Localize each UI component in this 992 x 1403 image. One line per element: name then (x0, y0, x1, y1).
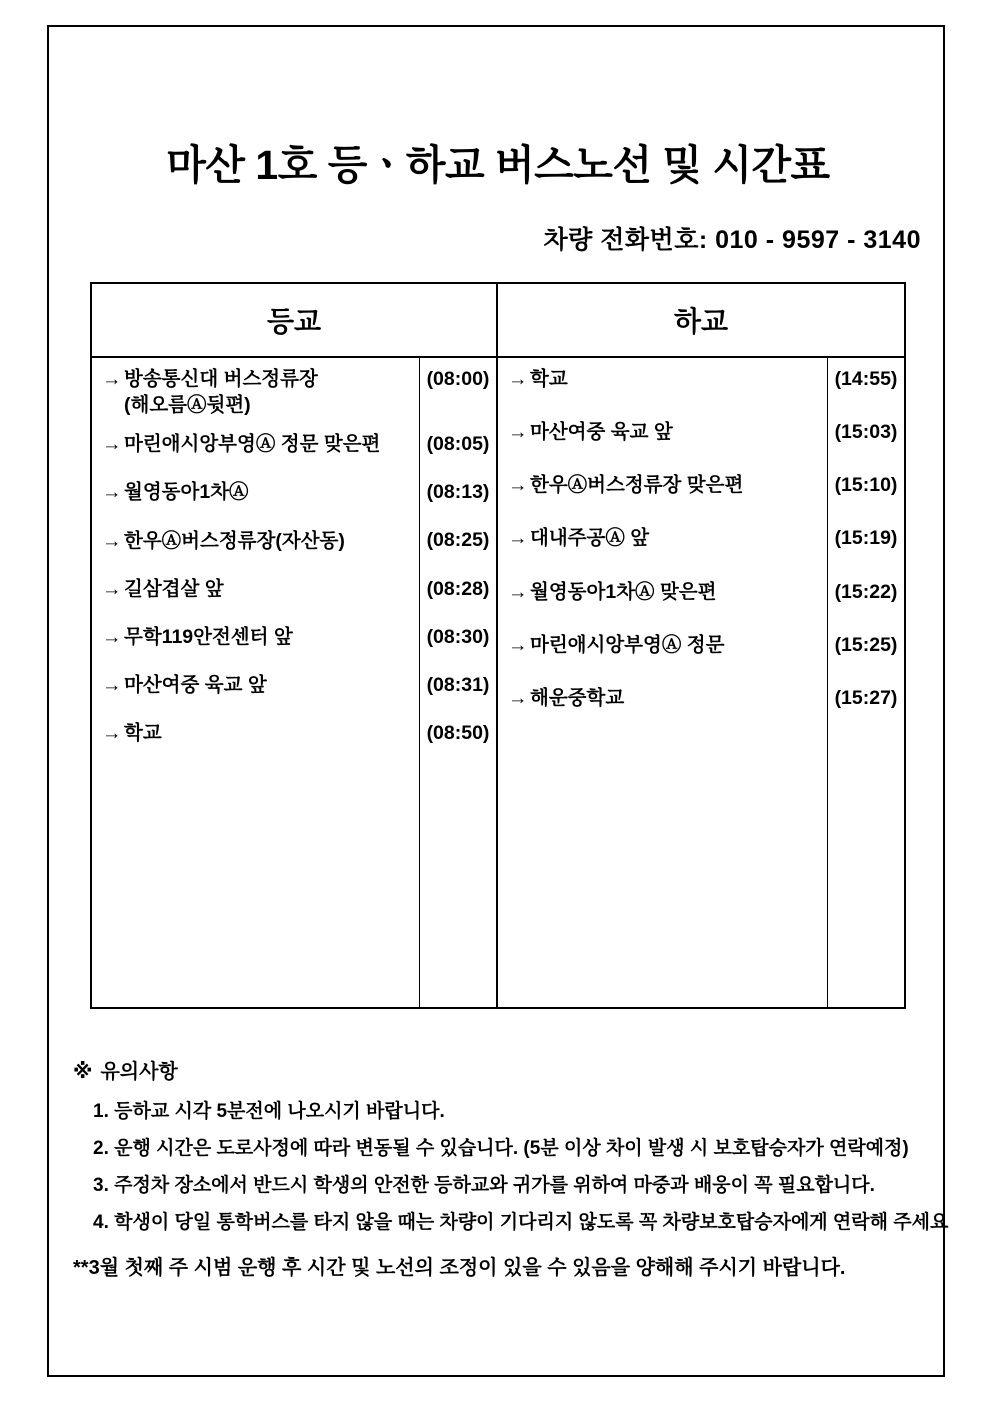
stop-name: 한우Ⓐ버스정류장 맞은편 (530, 474, 744, 497)
page-title: 마산 1호 등ㆍ하교 버스노선 및 시간표 (166, 142, 830, 188)
stop-name: 마린애시앙부영Ⓐ 정문 (530, 633, 725, 656)
bus-schedule-table (90, 282, 906, 1009)
note-item: 2. 운행 시간은 도로사정에 따라 변동될 수 있습니다. (5분 이상 차이 발생 시 보호탑승자가 연락예정) (93, 1138, 909, 1159)
table-row (92, 479, 419, 505)
arrow-icon: → (508, 686, 528, 709)
arrow-icon: → (102, 433, 122, 456)
reference-mark-icon: ※ (73, 1061, 93, 1083)
table-row (92, 528, 419, 554)
arrival-stop-names-column (498, 358, 828, 1007)
notes-heading-label: 유의사항 (100, 1061, 178, 1083)
table-row (498, 579, 827, 605)
arrow-icon: → (102, 625, 122, 648)
document-page (47, 25, 949, 1377)
stop-time: (08:00) (426, 368, 490, 390)
stop-name: 길삼겹살 앞 (124, 577, 224, 600)
table-row (92, 576, 419, 602)
note-item: 3. 주정차 장소에서 반드시 학생의 안전한 등하교와 귀가를 위하여 마중과 배웅이 꼭 필요합니다. (93, 1175, 875, 1196)
table-row (92, 366, 419, 418)
vehicle-phone-number: 차량 전화번호: 010 - 9597 - 3140 (543, 226, 921, 254)
table-header-row (92, 284, 904, 358)
stop-time: (08:13) (426, 481, 490, 504)
arrow-icon: → (102, 529, 122, 552)
arrow-icon: → (508, 580, 528, 603)
stop-time: (15:25) (834, 633, 898, 656)
table-row (498, 525, 827, 551)
arrow-icon: → (102, 577, 122, 600)
stop-time: (15:03) (834, 421, 898, 444)
stop-time: (08:25) (426, 529, 490, 552)
stop-name: 한우Ⓐ버스정류장(자산동) (124, 529, 345, 552)
arrival-times-column (828, 358, 904, 1007)
arrow-icon: → (102, 722, 122, 744)
stop-time: (08:30) (426, 625, 490, 648)
stop-name: 마산여중 육교 앞 (124, 673, 267, 696)
arrow-icon: → (508, 527, 528, 550)
note-item: 4. 학생이 당일 통학버스를 타지 않을 때는 차량이 기다리지 않도록 꼭 차량보호탑승자에게 연락해 주세요 (93, 1212, 949, 1233)
departure-stop-names-column (92, 358, 420, 1007)
arrival-section (498, 358, 904, 1007)
table-row (92, 672, 419, 698)
table-row (92, 720, 419, 746)
arrow-icon: → (102, 673, 122, 696)
stop-time: (15:22) (834, 580, 898, 603)
notes-section (67, 1055, 949, 1244)
notes-heading (67, 1055, 937, 1084)
table-row (498, 632, 827, 658)
arrow-icon: → (508, 633, 528, 656)
stop-time: (08:28) (426, 577, 490, 600)
stop-name: 방송통신대 버스정류장 (124, 368, 318, 390)
footnote-text: **3월 첫째 주 시범 운행 후 시간 및 노선의 조정이 있을 수 있음을 양해해 주시기 바랍니다. (73, 1257, 846, 1279)
stop-time: (08:50) (426, 721, 490, 744)
arrow-icon: → (508, 421, 528, 444)
departure-times-column (420, 358, 496, 1007)
stop-time: (14:55) (834, 368, 898, 390)
stop-time: (15:27) (834, 686, 898, 709)
stop-name: 마린애시앙부영Ⓐ 정문 맞은편 (124, 433, 381, 456)
column-header-departure: 등교 (92, 284, 498, 356)
arrow-icon: → (508, 368, 528, 390)
arrow-icon: → (508, 474, 528, 497)
stop-name: 월영동아1차Ⓐ (124, 481, 249, 504)
stop-name: 무학119안전센터 앞 (124, 625, 293, 648)
table-row (498, 685, 827, 711)
stop-name: 마산여중 육교 앞 (530, 421, 673, 444)
stop-time: (08:31) (426, 673, 490, 696)
stop-name-line2: (해오름Ⓐ뒷편) (124, 394, 251, 417)
table-body (92, 358, 904, 1007)
table-row (92, 624, 419, 650)
arrow-icon: → (102, 481, 122, 504)
note-item: 1. 등하교 시각 5분전에 나오시기 바랍니다. (93, 1101, 445, 1122)
table-row (498, 419, 827, 445)
stop-time: (15:19) (834, 527, 898, 550)
stop-time: (15:10) (834, 474, 898, 497)
column-header-arrival: 하교 (673, 306, 729, 337)
stop-time: (08:05) (426, 433, 490, 456)
table-row (498, 366, 827, 392)
stop-name: 학교 (124, 722, 162, 744)
table-row (498, 472, 827, 498)
table-row (92, 431, 419, 457)
stop-name: 학교 (530, 368, 568, 390)
departure-section (92, 358, 498, 1007)
stop-name: 대내주공Ⓐ 앞 (530, 527, 650, 550)
stop-name: 해운중학교 (530, 686, 625, 709)
arrow-icon: → (102, 368, 122, 390)
stop-name: 월영동아1차Ⓐ 맞은편 (530, 580, 717, 603)
